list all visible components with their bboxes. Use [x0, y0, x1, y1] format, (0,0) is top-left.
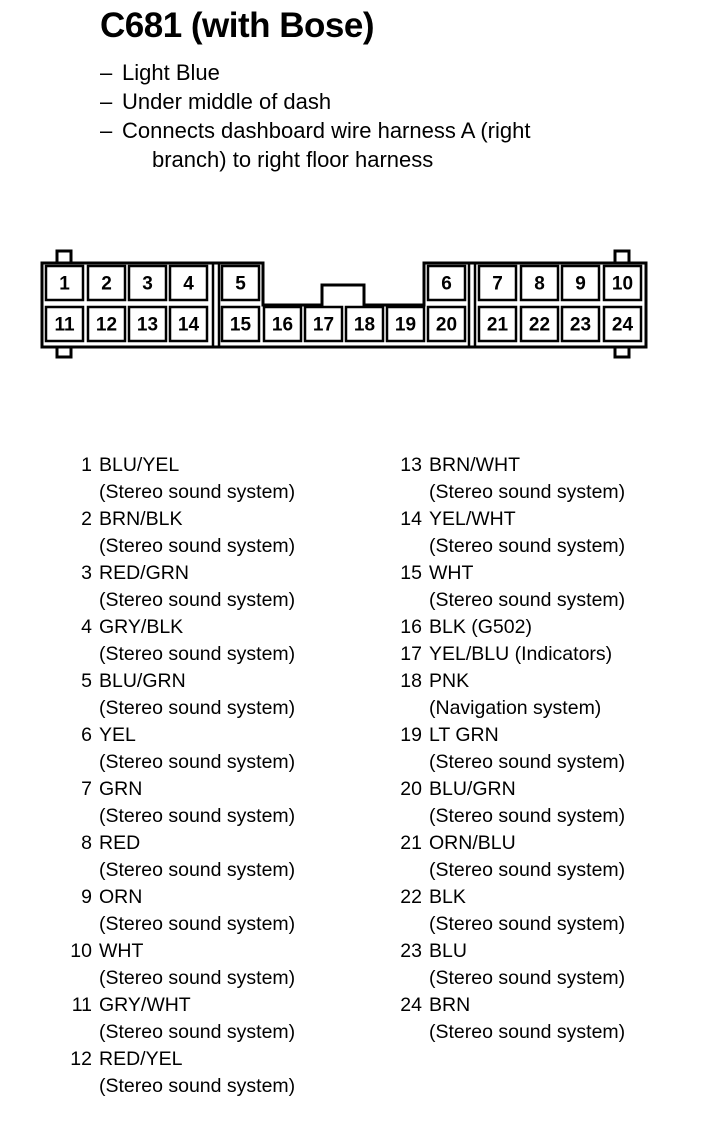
pin-number: 22 [400, 886, 422, 908]
wire-color: YEL/WHT [429, 508, 516, 530]
pin-number: 13 [400, 454, 422, 476]
pin-entry [390, 641, 625, 668]
wire-color: YEL/BLU (Indicators) [429, 643, 613, 665]
pin-description: (Stereo sound system) [99, 697, 296, 719]
pin-description: (Stereo sound system) [429, 967, 626, 989]
pin-label-5: 5 [235, 273, 246, 295]
pin-number: 4 [81, 616, 92, 638]
wire-color: RED [99, 832, 141, 854]
pin-entry [60, 938, 295, 992]
pin-description: (Stereo sound system) [99, 751, 296, 773]
page-title: C681 (with Bose) [100, 6, 374, 45]
pin-label-21: 21 [486, 314, 509, 336]
pin-label-14: 14 [177, 314, 200, 336]
pin-entry [60, 776, 295, 830]
pin-label-9: 9 [575, 273, 586, 295]
pin-entry [390, 452, 625, 506]
wire-color: BRN/BLK [99, 508, 183, 530]
pin-entry [390, 776, 625, 830]
pin-number: 18 [400, 670, 422, 692]
pin-label-22: 22 [528, 314, 551, 336]
wire-color: BLU/YEL [99, 454, 180, 476]
wire-color: RED/YEL [99, 1048, 183, 1070]
pin-entry [390, 884, 625, 938]
pin-label-10: 10 [611, 273, 634, 295]
note-dash: – [100, 60, 113, 85]
pin-number: 6 [81, 724, 92, 746]
note-text: Light Blue [122, 60, 220, 85]
pin-description: (Stereo sound system) [429, 1021, 626, 1043]
pin-number: 19 [400, 724, 422, 746]
wire-color: BLU [429, 940, 467, 962]
wire-color: LT GRN [429, 724, 499, 746]
connector-face-svg [0, 245, 704, 375]
wire-color: YEL [99, 724, 136, 746]
pin-number: 1 [81, 454, 92, 476]
pin-label-13: 13 [136, 314, 159, 336]
pin-label-24: 24 [611, 314, 634, 336]
note-dash: – [100, 118, 113, 143]
pin-entry [60, 722, 295, 776]
pin-label-23: 23 [569, 314, 592, 336]
pin-label-15: 15 [229, 314, 252, 336]
pin-label-2: 2 [101, 273, 112, 295]
pin-entry [60, 506, 295, 560]
pin-number: 5 [81, 670, 92, 692]
pin-number: 21 [400, 832, 422, 854]
pin-description: (Stereo sound system) [429, 589, 626, 611]
wire-color: BLK (G502) [429, 616, 532, 638]
pin-number: 10 [70, 940, 92, 962]
pin-description: (Stereo sound system) [429, 481, 626, 503]
pin-label-17: 17 [312, 314, 335, 336]
pin-description: (Stereo sound system) [429, 751, 626, 773]
pin-entry [390, 614, 625, 641]
pin-entry [60, 614, 295, 668]
pin-number: 14 [400, 508, 422, 530]
pin-number: 16 [400, 616, 422, 638]
pin-number: 11 [71, 994, 92, 1016]
pin-entry [60, 560, 295, 614]
note-text: Under middle of dash [122, 89, 332, 114]
pin-number: 15 [400, 562, 422, 584]
pin-description: (Stereo sound system) [99, 643, 296, 665]
pin-description: (Stereo sound system) [429, 805, 626, 827]
pin-number: 20 [400, 778, 422, 800]
pin-description: (Stereo sound system) [99, 967, 296, 989]
note-text: branch) to right floor harness [152, 147, 434, 172]
wire-color: BRN [429, 994, 471, 1016]
wire-color: WHT [99, 940, 144, 962]
note-color [100, 58, 530, 87]
pin-entry [390, 938, 625, 992]
wire-color: GRY/WHT [99, 994, 191, 1016]
pin-entry [60, 830, 295, 884]
pin-number: 23 [400, 940, 422, 962]
pin-entry [390, 560, 625, 614]
wire-color: GRY/BLK [99, 616, 184, 638]
pin-label-12: 12 [95, 314, 118, 336]
pin-entry [60, 992, 295, 1046]
pin-list-left [60, 452, 295, 1100]
pin-label-3: 3 [142, 273, 153, 295]
note-connects [100, 116, 530, 145]
pin-description: (Navigation system) [429, 697, 602, 719]
note-location [100, 87, 530, 116]
pin-number: 12 [70, 1048, 92, 1070]
pin-number: 8 [81, 832, 92, 854]
pin-entry [60, 884, 295, 938]
pin-description: (Stereo sound system) [99, 1021, 296, 1043]
pin-description: (Stereo sound system) [99, 913, 296, 935]
pin-entry [390, 992, 625, 1046]
pin-entry [390, 668, 625, 722]
connector-notes [100, 58, 530, 174]
pin-number: 17 [400, 643, 422, 665]
pin-number: 24 [400, 994, 422, 1016]
pin-label-8: 8 [534, 273, 545, 295]
pin-description: (Stereo sound system) [99, 589, 296, 611]
pin-entry [60, 1046, 295, 1100]
pin-label-19: 19 [394, 314, 417, 336]
wire-color: WHT [429, 562, 474, 584]
pin-description: (Stereo sound system) [429, 913, 626, 935]
pin-number: 3 [81, 562, 92, 584]
pin-number: 2 [81, 508, 92, 530]
pin-label-1: 1 [59, 273, 70, 295]
pin-description: (Stereo sound system) [429, 859, 626, 881]
wire-color: PNK [429, 670, 470, 692]
note-dash: – [100, 89, 113, 114]
pin-description: (Stereo sound system) [99, 859, 296, 881]
pin-number: 9 [81, 886, 92, 908]
pin-label-11: 11 [54, 314, 75, 336]
pin-description: (Stereo sound system) [99, 481, 296, 503]
pin-label-18: 18 [353, 314, 376, 336]
note-connects-continued [100, 145, 530, 174]
pin-entry [60, 668, 295, 722]
pin-description: (Stereo sound system) [99, 805, 296, 827]
pin-label-7: 7 [492, 273, 503, 295]
pin-label-20: 20 [435, 314, 458, 336]
wire-color: BLU/GRN [429, 778, 516, 800]
pin-entry [60, 452, 295, 506]
pin-description: (Stereo sound system) [99, 1075, 296, 1097]
pin-entry [390, 506, 625, 560]
wire-color: RED/GRN [99, 562, 189, 584]
pin-number: 7 [81, 778, 92, 800]
wire-color: BLK [429, 886, 466, 908]
pin-entry [390, 722, 625, 776]
pin-description: (Stereo sound system) [99, 535, 296, 557]
pin-label-16: 16 [271, 314, 294, 336]
pin-label-4: 4 [183, 273, 194, 295]
pin-label-6: 6 [441, 273, 452, 295]
wire-color: BRN/WHT [429, 454, 520, 476]
connector-diagram [0, 245, 704, 375]
wire-color: ORN/BLU [429, 832, 516, 854]
wire-color: ORN [99, 886, 143, 908]
pin-description: (Stereo sound system) [429, 535, 626, 557]
note-text: Connects dashboard wire harness A (right [122, 118, 531, 143]
wire-color: GRN [99, 778, 143, 800]
wire-color: BLU/GRN [99, 670, 186, 692]
pin-entry [390, 830, 625, 884]
pin-list-right [390, 452, 625, 1046]
